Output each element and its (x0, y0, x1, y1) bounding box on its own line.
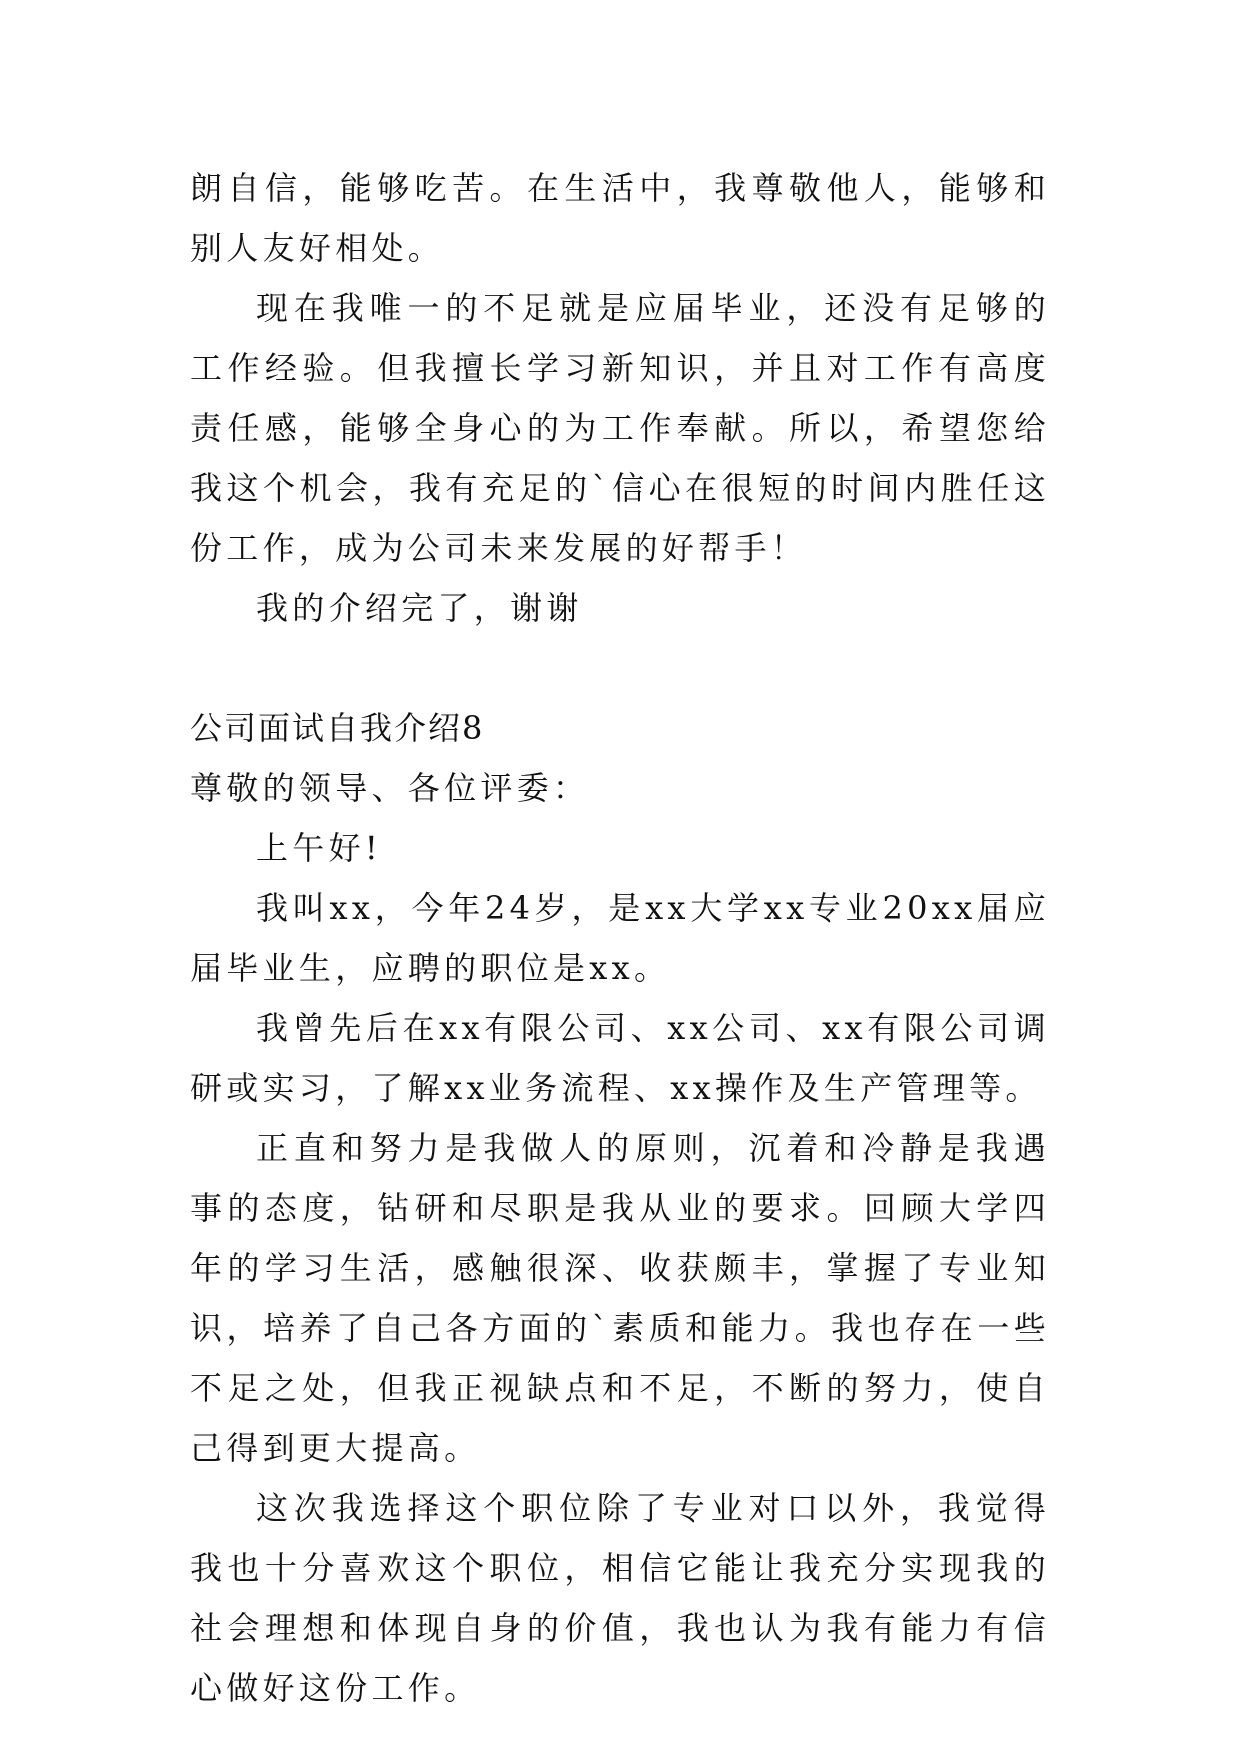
section-gap (190, 638, 1050, 698)
document-body (190, 158, 1050, 1718)
paragraph-shortcoming: 现在我唯一的不足就是应届毕业，还没有足够的工作经验。但我擅长学习新知识，并且对工作有高度责任感，能够全身心的为工作奉献。所以，希望您给我这个机会，我有充足的`信心在很短的时间内胜任这份工作，成为公司未来发展的好帮手！ (190, 289, 1050, 567)
greeting: 上午好! (256, 829, 383, 867)
salutation: 尊敬的领导、各位评委： (190, 769, 590, 807)
paragraph-continued: 朗自信，能够吃苦。在生活中，我尊敬他人，能够和别人友好相处。 (190, 169, 1050, 267)
paragraph-motivation: 这次我选择这个职位除了专业对口以外，我觉得我也十分喜欢这个职位，相信它能让我充分实现我的社会理想和体现自身的价值，我也认为我有能力有信心做好这份工作。 (190, 1489, 1050, 1707)
section-title: 公司面试自我介绍8 (190, 709, 485, 747)
paragraph-principles: 正直和努力是我做人的原则，沉着和冷静是我遇事的态度，钻研和尽职是我从业的要求。回顾大学四年的学习生活，感触很深、收获颇丰，掌握了专业知识，培养了自己各方面的`素质和能力。我也存在一些不足之处，但我正视缺点和不足，不断的努力，使自己得到更大提高。 (190, 1129, 1050, 1467)
paragraph-closing: 我的介绍完了，谢谢 (256, 589, 583, 627)
paragraph-intro: 我叫xx，今年24岁，是xx大学xx专业20xx届应届毕业生，应聘的职位是xx。 (190, 889, 1050, 987)
paragraph-experience: 我曾先后在xx有限公司、xx公司、xx有限公司调研或实习，了解xx业务流程、xx操作及生产管理等。 (190, 1009, 1050, 1107)
